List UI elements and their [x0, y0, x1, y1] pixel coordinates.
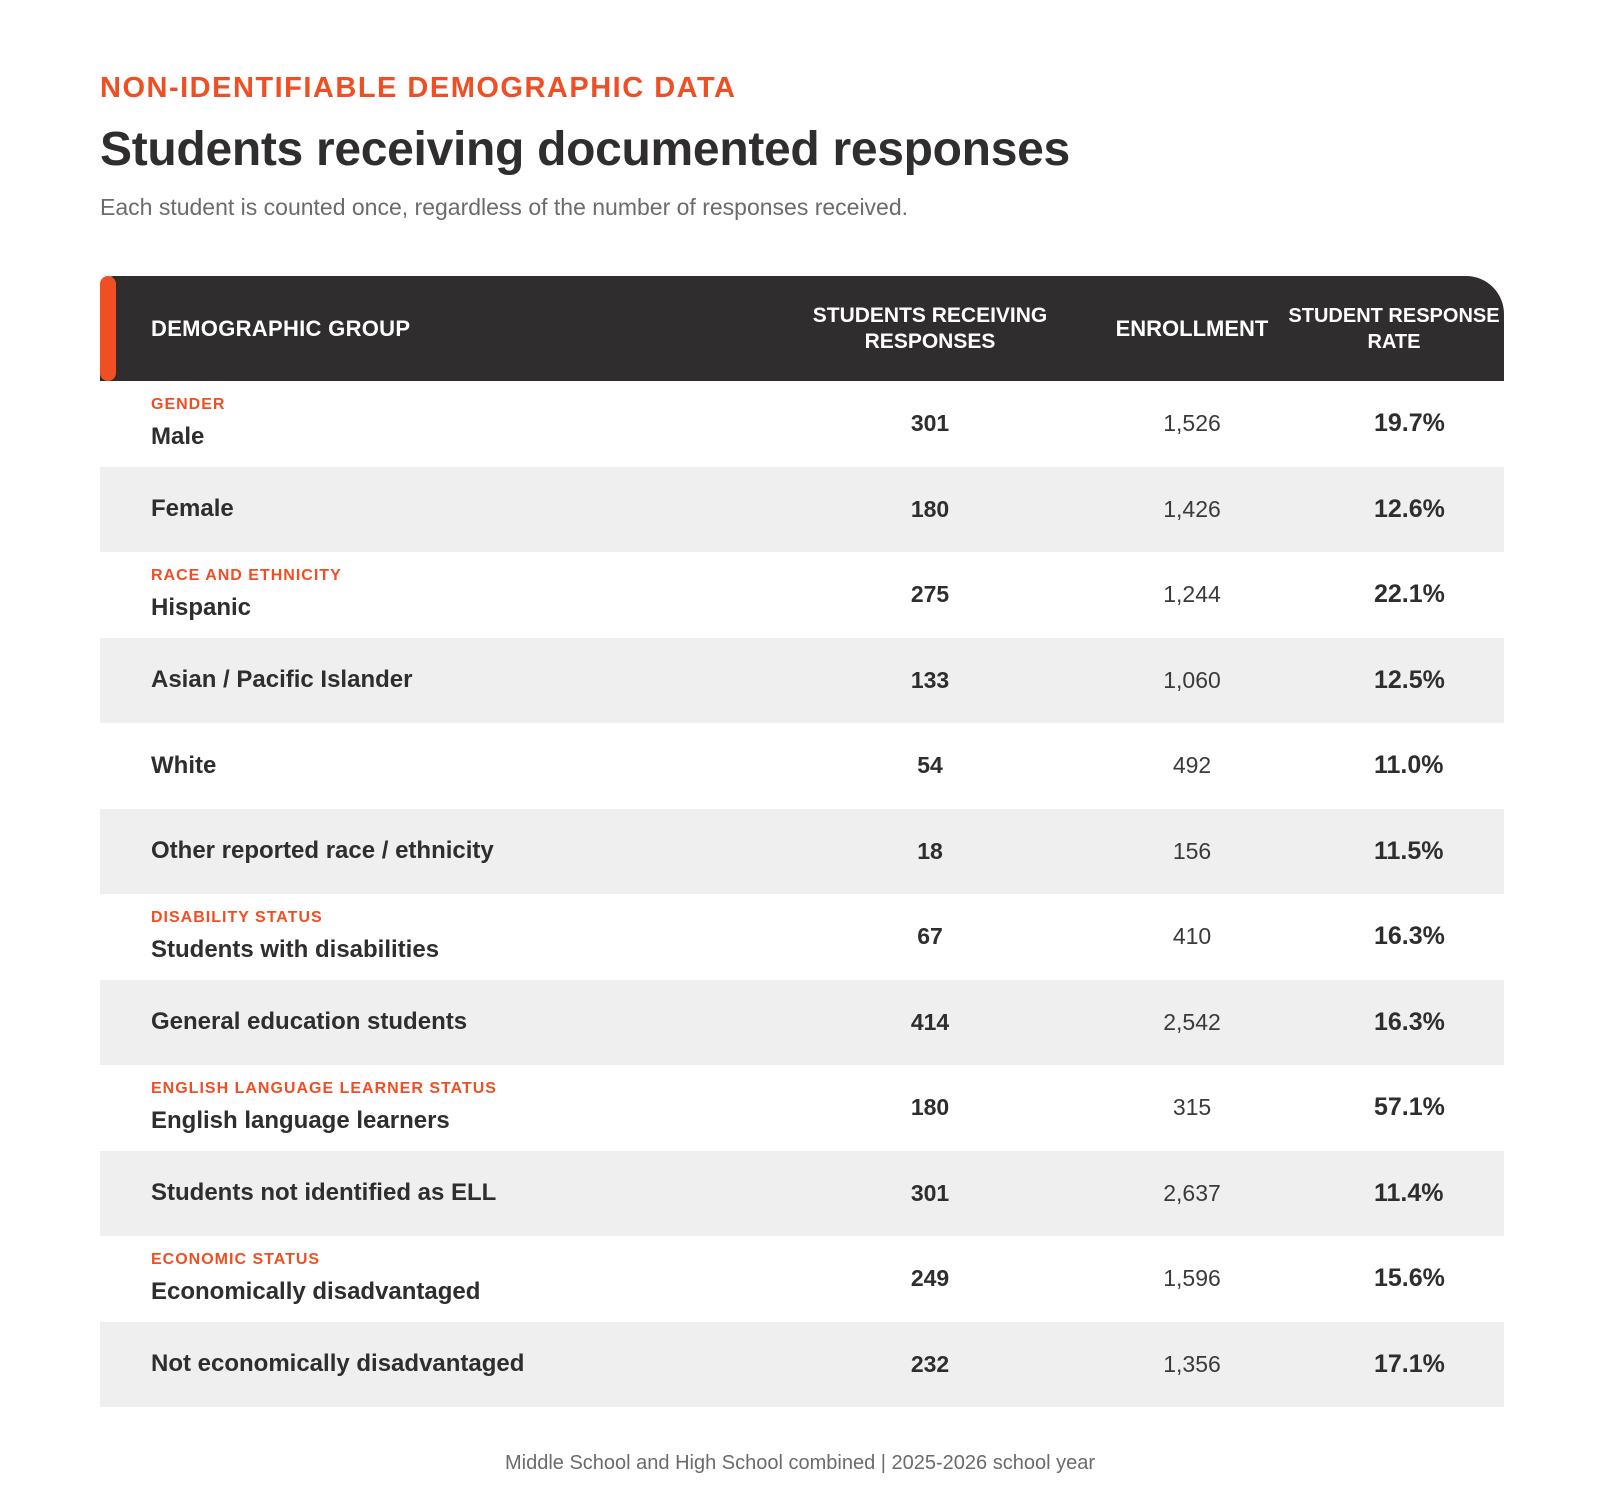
table-row — [100, 1322, 1504, 1408]
demographic-group-cell — [151, 980, 744, 1066]
table-row — [100, 381, 1504, 467]
group-label: Other reported race / ethnicity — [151, 837, 494, 865]
header-demographic-group: DEMOGRAPHIC GROUP — [151, 315, 411, 341]
table-row — [100, 894, 1504, 980]
table-row — [100, 980, 1504, 1066]
enrollment-cell: 2,542 — [1163, 1008, 1221, 1035]
enrollment-cell: 2,637 — [1163, 1179, 1221, 1206]
response-rate-cell: 11.0% — [1374, 751, 1444, 780]
demographic-group-cell — [151, 1151, 744, 1237]
enrollment-cell: 410 — [1172, 923, 1212, 950]
students-cell: 301 — [910, 410, 950, 437]
category-label: ENGLISH LANGUAGE LEARNER STATUS — [151, 1080, 497, 1098]
header-student-response-rate: STUDENT RESPONSE RATE — [1288, 304, 1500, 353]
response-rate-cell: 15.6% — [1374, 1264, 1445, 1293]
category-label: ECONOMIC STATUS — [151, 1251, 321, 1269]
group-label: White — [151, 751, 217, 779]
response-rate-cell: 17.1% — [1374, 1349, 1445, 1378]
category-label: DISABILITY STATUS — [151, 909, 323, 927]
demographic-group-cell — [151, 894, 744, 980]
response-rate-cell: 12.6% — [1374, 494, 1445, 523]
enrollment-cell: 492 — [1172, 752, 1212, 779]
enrollment-cell: 1,596 — [1163, 1265, 1221, 1292]
students-cell: 180 — [910, 495, 950, 522]
demographic-group-cell — [151, 467, 744, 553]
group-label: General education students — [151, 1008, 468, 1036]
group-label: Hispanic — [151, 594, 252, 622]
category-label: GENDER — [151, 396, 226, 414]
demographic-group-cell — [151, 381, 744, 467]
table-row — [100, 552, 1504, 638]
footer-note: Middle School and High School combined | 2025-2026 school year — [504, 1452, 1095, 1474]
demographic-group-cell — [151, 809, 744, 895]
group-label: Economically disadvantaged — [151, 1278, 481, 1306]
group-label: Students with disabilities — [151, 936, 440, 964]
demographic-table — [100, 276, 1504, 1407]
students-cell: 249 — [910, 1265, 950, 1292]
response-rate-cell: 16.3% — [1374, 1007, 1445, 1036]
demographic-group-cell — [151, 552, 744, 638]
students-cell: 301 — [910, 1179, 950, 1206]
group-label: Students not identified as ELL — [151, 1179, 497, 1207]
students-cell: 54 — [917, 752, 943, 779]
students-cell: 232 — [910, 1350, 950, 1377]
group-label: English language learners — [151, 1107, 450, 1135]
table-body — [100, 381, 1504, 1407]
enrollment-cell: 156 — [1172, 837, 1212, 864]
category-label: RACE AND ETHNICITY — [151, 567, 342, 585]
demographic-group-cell — [151, 1322, 744, 1408]
demographic-group-cell — [151, 638, 744, 724]
table-header — [100, 276, 1504, 381]
table-row — [100, 723, 1504, 809]
group-label: Male — [151, 423, 205, 451]
enrollment-cell: 1,426 — [1163, 495, 1221, 522]
response-rate-cell: 16.3% — [1374, 922, 1445, 951]
response-rate-cell: 11.5% — [1374, 836, 1444, 865]
demographic-group-cell — [151, 1236, 744, 1322]
table-row — [100, 809, 1504, 895]
page-title: Students receiving documented responses — [100, 123, 1070, 176]
table-row — [100, 1151, 1504, 1237]
table-row — [100, 467, 1504, 553]
group-label: Asian / Pacific Islander — [151, 666, 413, 694]
response-rate-cell: 19.7% — [1374, 409, 1445, 438]
response-rate-cell: 57.1% — [1374, 1093, 1445, 1122]
students-cell: 275 — [910, 581, 950, 608]
students-cell: 180 — [910, 1094, 950, 1121]
enrollment-cell: 1,356 — [1163, 1350, 1221, 1377]
students-cell: 18 — [917, 837, 943, 864]
header-accent-bar — [100, 276, 116, 381]
response-rate-cell: 11.4% — [1374, 1178, 1444, 1207]
eyebrow-label: NON-IDENTIFIABLE DEMOGRAPHIC DATA — [100, 72, 737, 104]
enrollment-cell: 1,060 — [1163, 666, 1221, 693]
table-row — [100, 1236, 1504, 1322]
page-subtitle: Each student is counted once, regardless of the number of responses received. — [100, 194, 909, 220]
header-students-receiving-responses: STUDENTS RECEIVING RESPONSES — [812, 303, 1048, 353]
group-label: Not economically disadvantaged — [151, 1350, 525, 1378]
demographic-group-cell — [151, 723, 744, 809]
students-cell: 67 — [917, 923, 943, 950]
header-enrollment: ENROLLMENT — [1115, 315, 1269, 341]
group-label: Female — [151, 495, 234, 523]
enrollment-cell: 1,526 — [1163, 410, 1221, 437]
response-rate-cell: 12.5% — [1374, 665, 1445, 694]
enrollment-cell: 315 — [1172, 1094, 1212, 1121]
students-cell: 133 — [910, 666, 950, 693]
table-row — [100, 1065, 1504, 1151]
table-row — [100, 638, 1504, 724]
enrollment-cell: 1,244 — [1163, 581, 1221, 608]
students-cell: 414 — [910, 1008, 950, 1035]
demographic-group-cell — [151, 1065, 744, 1151]
response-rate-cell: 22.1% — [1374, 580, 1445, 609]
